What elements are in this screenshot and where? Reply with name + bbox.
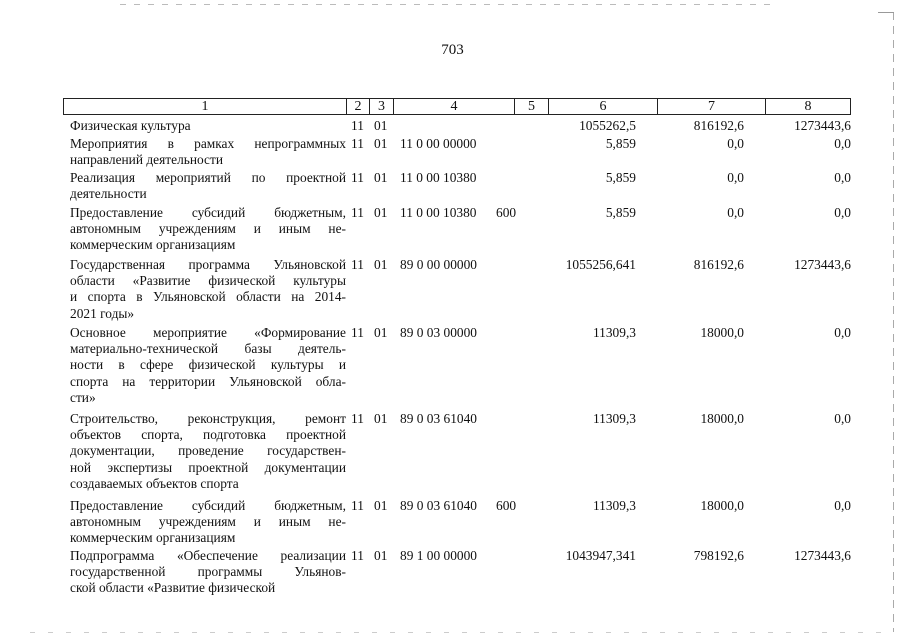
- row-value-col8: 0,0: [834, 136, 851, 151]
- row-section: 11: [351, 498, 364, 513]
- row-section: 11: [351, 411, 364, 426]
- row-target-article: 11 0 00 10380: [400, 170, 477, 185]
- row-section: 11: [351, 136, 364, 151]
- row-name: [70, 325, 346, 406]
- scan-edge-right: [893, 12, 894, 632]
- row-value-col8: 0,0: [834, 205, 851, 220]
- row-subsection: 01: [374, 118, 388, 133]
- row-subsection: 01: [374, 205, 388, 220]
- header-col-7: 7: [658, 99, 766, 114]
- row-name: [70, 170, 346, 202]
- page-number: 703: [441, 42, 464, 58]
- row-name-line: 2021 годы»: [70, 305, 135, 321]
- row-name-line: сти»: [70, 389, 96, 405]
- row-name: [70, 498, 346, 547]
- scan-edge-bottom: [30, 632, 890, 633]
- header-col-2: 2: [347, 99, 370, 114]
- row-subsection: 01: [374, 498, 388, 513]
- scan-edge-top: [120, 4, 770, 5]
- row-name: [70, 548, 346, 597]
- row-subsection: 01: [374, 325, 388, 340]
- row-value-col7: 798192,6: [693, 548, 744, 563]
- scan-corner-top-right: [878, 12, 894, 13]
- row-name-line: объектов спорта, подготовка проектной: [70, 427, 346, 443]
- row-value-col7: 816192,6: [693, 118, 744, 133]
- row-value-col8: 0,0: [834, 170, 851, 185]
- row-name-line: Государственная программа Ульяновской: [70, 257, 346, 272]
- row-name-line: Предоставление субсидий бюджетным,: [70, 205, 346, 220]
- row-name-line: создаваемых объектов спорта: [70, 475, 239, 491]
- row-section: 11: [351, 118, 364, 133]
- row-target-article: 89 0 03 00000: [400, 325, 477, 340]
- row-name-line: Строительство, реконструкция, ремонт: [70, 411, 346, 426]
- header-col-6: 6: [549, 99, 658, 114]
- row-value-col6: 5,859: [605, 170, 636, 185]
- row-subsection: 01: [374, 257, 388, 272]
- row-target-article: 89 0 03 61040: [400, 498, 477, 513]
- row-subsection: 01: [374, 411, 388, 426]
- row-target-article: 89 0 03 61040: [400, 411, 477, 426]
- row-name-line: автономным учреждениям и иным не-: [70, 221, 346, 237]
- row-name-line: Подпрограмма «Обеспечение реализации: [70, 548, 346, 563]
- row-value-col6: 11309,3: [592, 325, 636, 340]
- row-value-col6: 11309,3: [592, 411, 636, 426]
- row-name-line: Физическая культура: [70, 118, 191, 133]
- header-col-8: 8: [804, 99, 812, 114]
- row-value-col6: 5,859: [605, 205, 636, 220]
- row-value-col7: 18000,0: [700, 498, 744, 513]
- row-name-line: автономным учреждениям и иным не-: [70, 514, 346, 530]
- header-col-4: 4: [394, 99, 515, 114]
- row-subsection: 01: [374, 548, 388, 563]
- row-section: 11: [351, 257, 364, 272]
- row-name-line: ской области «Развитие физической: [70, 580, 276, 596]
- row-value-col6: 5,859: [605, 136, 636, 151]
- row-target-article: 89 1 00 00000: [400, 548, 477, 563]
- row-name-line: и спорта в Ульяновской области на 2014-: [70, 289, 346, 305]
- row-subsection: 01: [374, 136, 388, 151]
- row-name-line: ной экспертизы проектной документации: [70, 459, 346, 475]
- row-name-line: области «Развитие физической культуры: [70, 273, 346, 289]
- row-name-line: коммерческим организациям: [70, 530, 236, 546]
- row-value-col7: 0,0: [727, 205, 744, 220]
- row-name-line: Основное мероприятие «Формирование: [70, 325, 346, 340]
- row-section: 11: [351, 548, 364, 563]
- row-name-line: спорта на территории Ульяновской обла-: [70, 373, 346, 389]
- row-value-col8: 0,0: [834, 498, 851, 513]
- row-value-col6: 1055256,641: [565, 257, 636, 272]
- row-value-col7: 0,0: [727, 136, 744, 151]
- row-name-line: Мероприятия в рамках непрограммных: [70, 136, 346, 151]
- header-col-5: 5: [515, 99, 549, 114]
- row-name: [70, 257, 346, 322]
- row-name-line: направлений деятельности: [70, 152, 224, 168]
- row-value-col6: 1055262,5: [579, 118, 636, 133]
- row-expense-type: 600: [496, 498, 517, 513]
- row-value-col8: 0,0: [834, 411, 851, 426]
- row-value-col7: 816192,6: [693, 257, 744, 272]
- header-col-3: 3: [370, 99, 394, 114]
- row-target-article: 89 0 00 00000: [400, 257, 477, 272]
- header-col-1: 1: [64, 99, 347, 114]
- row-section: 11: [351, 170, 364, 185]
- row-value-col7: 18000,0: [700, 325, 744, 340]
- row-value-col6: 11309,3: [592, 498, 636, 513]
- row-target-article: 11 0 00 10380: [400, 205, 477, 220]
- row-value-col7: 18000,0: [700, 411, 744, 426]
- row-section: 11: [351, 325, 364, 340]
- row-name: [70, 205, 346, 254]
- row-subsection: 01: [374, 170, 388, 185]
- row-name-line: государственной программы Ульянов-: [70, 564, 346, 580]
- row-target-article: 11 0 00 00000: [400, 136, 477, 151]
- row-name-line: коммерческим организациям: [70, 237, 236, 253]
- row-value-col8: 0,0: [834, 325, 851, 340]
- row-name: [70, 118, 346, 134]
- row-section: 11: [351, 205, 364, 220]
- row-value-col7: 0,0: [727, 170, 744, 185]
- row-name-line: Реализация мероприятий по проектной: [70, 170, 346, 185]
- row-expense-type: 600: [496, 205, 517, 220]
- row-name-line: деятельности: [70, 186, 147, 202]
- row-name-line: документации, проведение государствен-: [70, 443, 346, 459]
- row-value-col8: 1273443,6: [794, 257, 851, 272]
- row-value-col8: 1273443,6: [794, 118, 851, 133]
- row-name-line: Предоставление субсидий бюджетным,: [70, 498, 346, 513]
- row-name: [70, 411, 346, 492]
- row-name-line: материально-технической базы деятель-: [70, 341, 346, 357]
- row-value-col8: 1273443,6: [794, 548, 851, 563]
- table-header: [63, 98, 851, 115]
- row-value-col6: 1043947,341: [565, 548, 636, 563]
- row-name-line: ности в сфере физической культуры и: [70, 357, 346, 373]
- row-name: [70, 136, 346, 168]
